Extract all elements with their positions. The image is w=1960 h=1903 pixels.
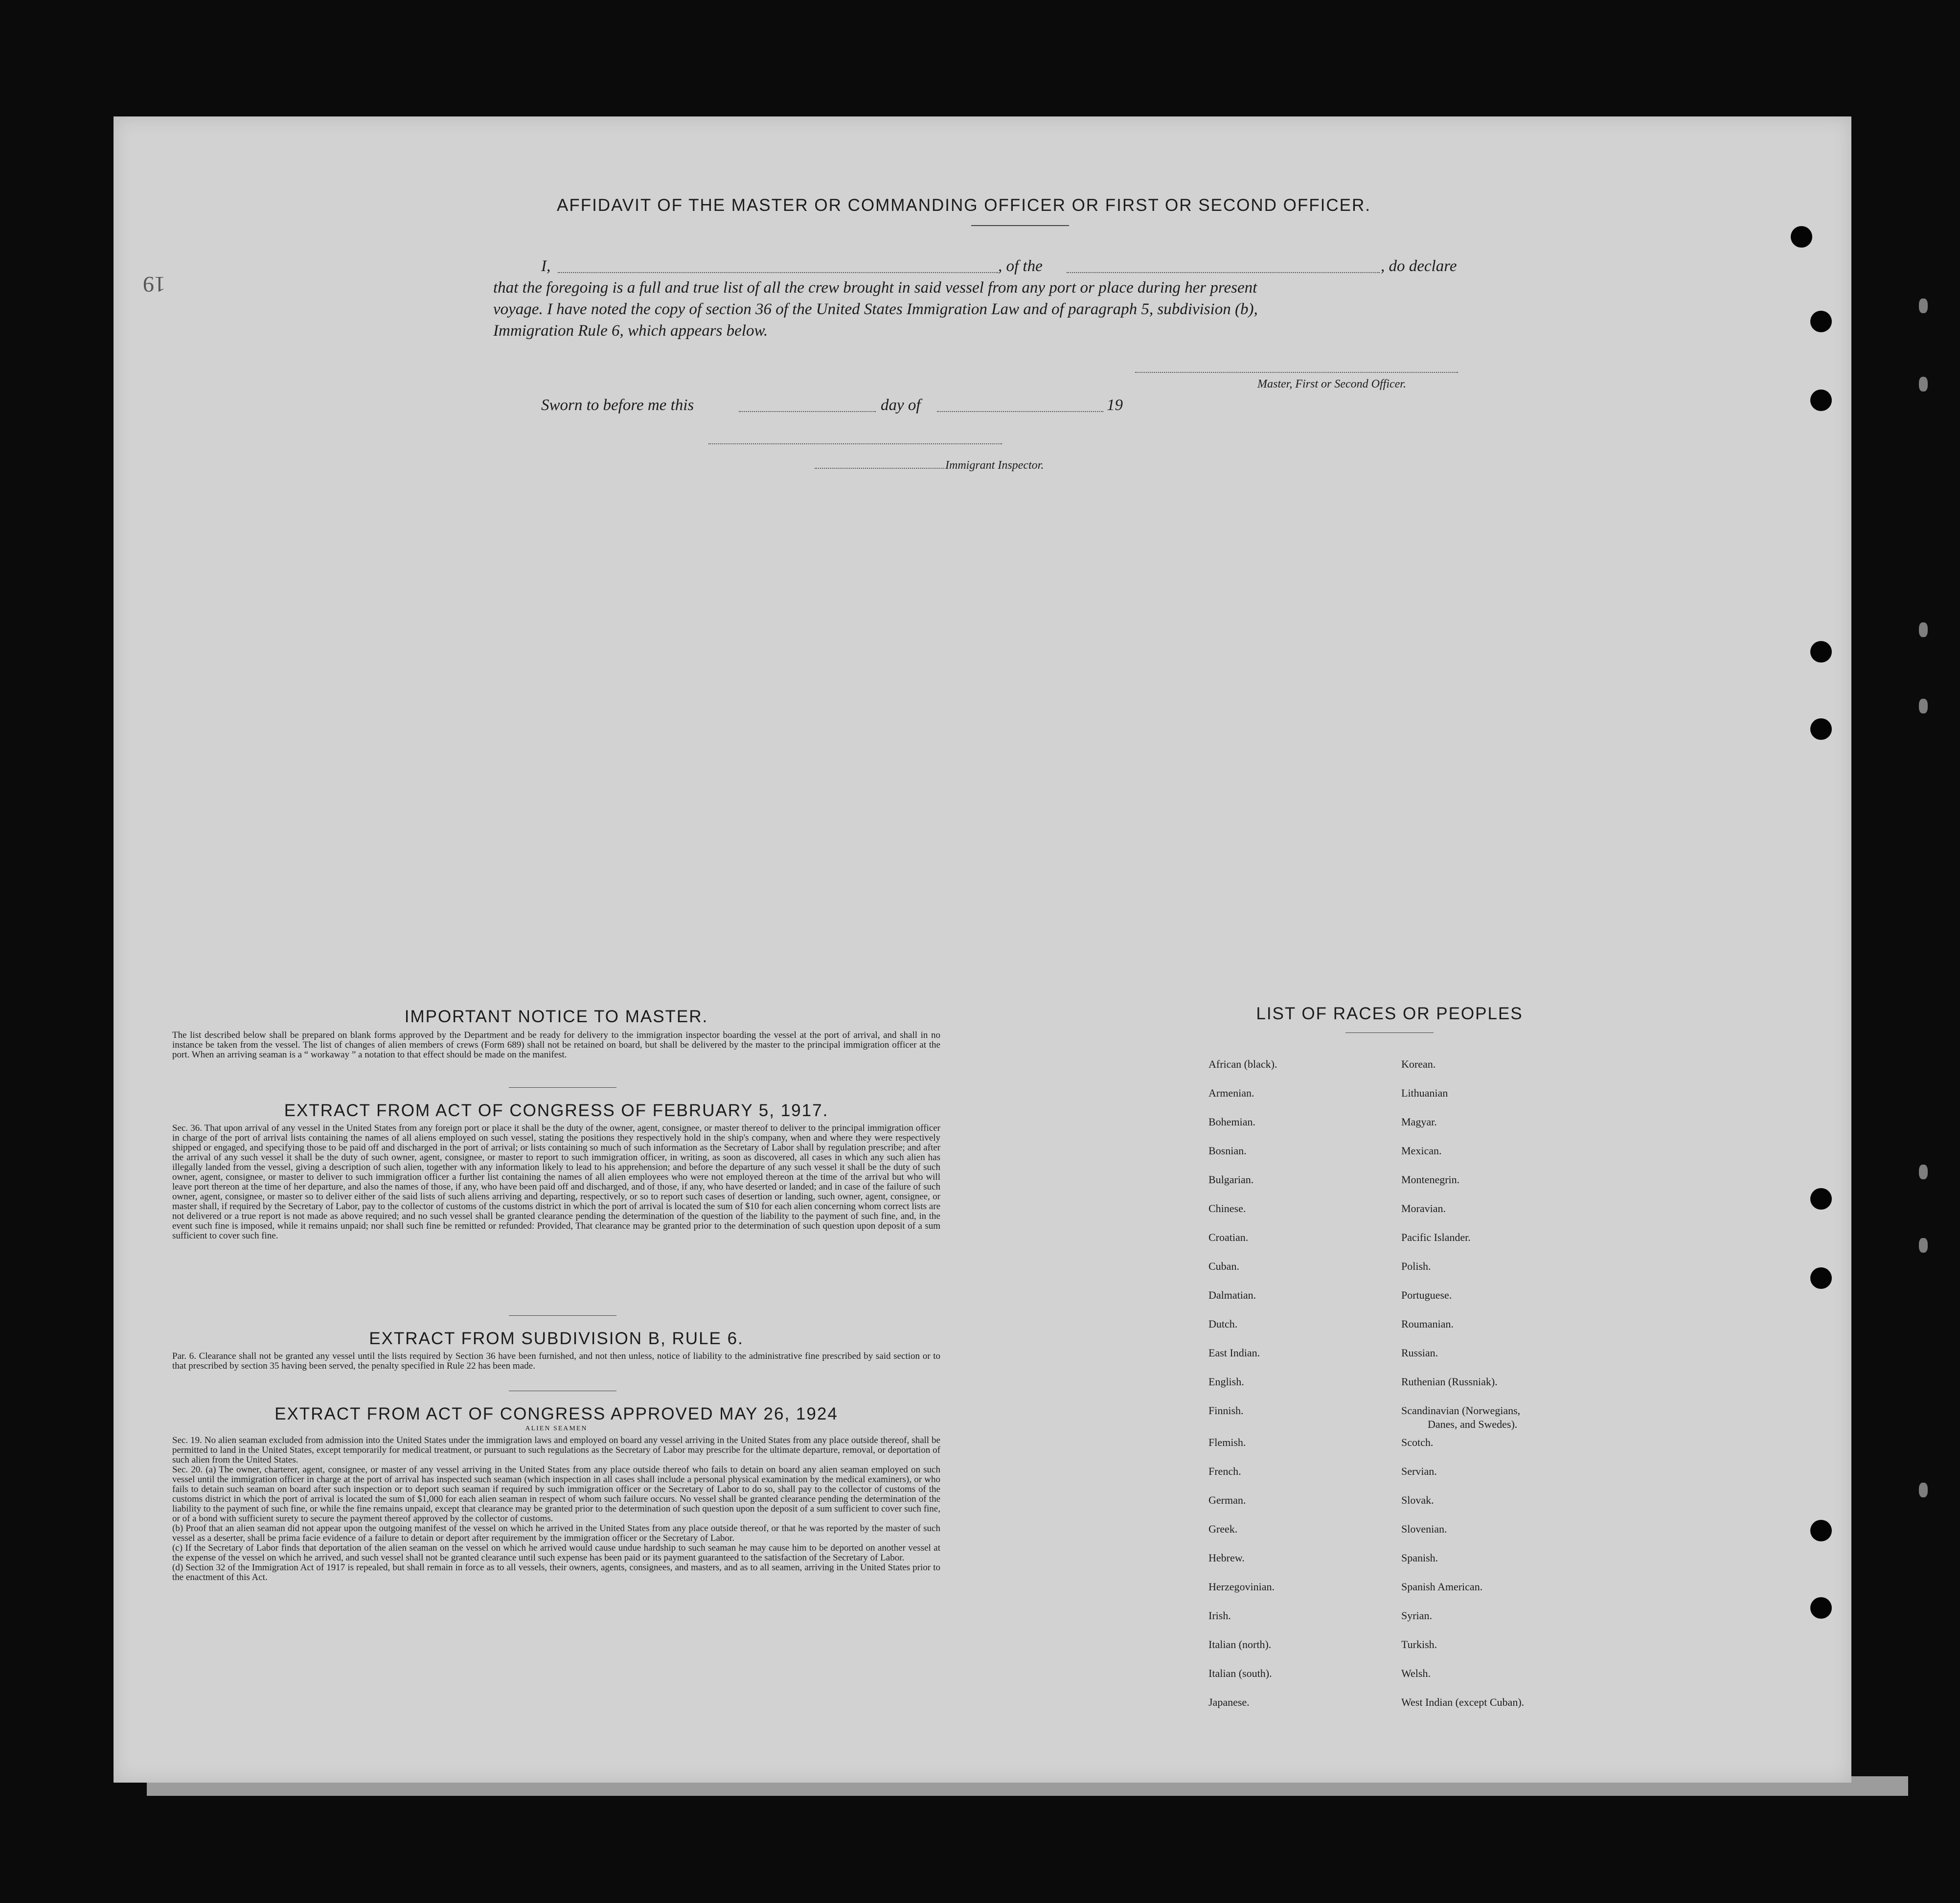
race-item: Bosnian. [1208, 1145, 1247, 1157]
race-item: Scotch. [1401, 1436, 1434, 1448]
affidavit-line-2: that the foregoing is a full and true list of all the crew brought in said vessel from any port or place during her present [493, 279, 1257, 297]
inspector-signature-line[interactable] [708, 443, 1002, 444]
extract-1924-subheading: ALIEN SEAMEN [525, 1425, 588, 1432]
affidavit-line-4: Immigration Rule 6, which appears below. [493, 322, 768, 340]
race-item: Slovenian. [1401, 1523, 1447, 1535]
master-caption: Master, First or Second Officer. [1257, 378, 1406, 390]
extract-1917-heading: EXTRACT FROM ACT OF CONGRESS OF FEBRUARY 5, 1917. [284, 1101, 829, 1120]
race-item: Cuban. [1208, 1260, 1239, 1272]
race-item: Armenian. [1208, 1087, 1254, 1099]
extract-rule6-heading: EXTRACT FROM SUBDIVISION B, RULE 6. [369, 1329, 744, 1348]
race-item: Portuguese. [1401, 1289, 1452, 1301]
race-item: Russian. [1401, 1347, 1438, 1359]
race-item: East Indian. [1208, 1347, 1260, 1359]
races-heading: LIST OF RACES OR PEOPLES [1256, 1004, 1523, 1023]
punch-hole [1810, 311, 1832, 332]
extract-1924-paragraph: Sec. 19. No alien seaman excluded from admission into the United States under the immigration laws and employed on board any vessel arriving in the United States from any place outside thereof, shall be permitted to land in the United States, except temporarily for medical treatment, or pursuant to such regulations as the Secretary of Labor may prescribe for the ultimate departure, removal, or deportation of such alien from the United States. [172, 1435, 940, 1465]
ghost-punch-hole [1919, 377, 1928, 391]
punch-hole [1810, 1188, 1832, 1210]
race-item: Korean. [1401, 1058, 1436, 1070]
race-item: Servian. [1401, 1465, 1437, 1477]
race-item: Chinese. [1208, 1202, 1246, 1215]
race-item: German. [1208, 1494, 1246, 1506]
race-item: Japanese. [1208, 1696, 1250, 1708]
race-item: Roumanian. [1401, 1318, 1454, 1330]
races-heading-underline [1345, 1032, 1434, 1033]
extract-1917-text: Sec. 36. That upon arrival of any vessel in the United States from any foreign port or place it shall be the duty of the owner, agent, consignee, or master thereof to deliver to the principal immigration officer in charge of the port of arrival lists containing the names of all aliens employed on such vessel, stating the positions they respectively hold in the ship's company, when and where they were respectively shipped or engaged, and specifying those to be paid off and discharged in the port of arrival; or lists containing so much of such information as the Secretary of Labor shall by regulation prescribe; and after the arrival of any such vessel it shall be the duty of such owner, agent, consignee, or master to report to such immigration officer, in writing, as soon as discovered, all cases in which any such alien has illegally landed from the vessel, giving a description of such alien, together with any information likely to lead to his apprehension; and before the departure of any such vessel it shall be the duty of such owner, agent, consignee, or master to deliver to such immigration officer a further list containing the names of all alien employees who were not employed thereon at the time of the arrival but who will leave port thereon at the time of her departure, and also the names of those, if any, who have been paid off and discharged, and of those, if any, who have deserted or landed; and in case of the failure of such owner, agent, consignee, or master so to deliver either of the said lists of such aliens arriving and departing, respectively, or so to report such cases of desertion or landing, such owner, agent, consignee, or master shall, if required by the Secretary of Labor, pay to the collector of customs of the customs district in which the port of arrival is located the sum of $10 for each alien concerning whom correct lists are not delivered or a true report is not made as above required; and no such vessel shall be granted clearance pending the determination of the question of the liability to the payment of such fine, and, in the event such fine is imposed, while it remains unpaid; nor shall such fine be remitted or refunded: Provided, That clearance may be granted prior to the determination of such question upon deposit of a sum sufficient to cover such fine. [172, 1123, 940, 1241]
race-item: Mexican. [1401, 1145, 1442, 1157]
race-item: Herzegovinian. [1208, 1581, 1275, 1593]
race-item: Irish. [1208, 1609, 1231, 1622]
heading-underline [971, 225, 1069, 226]
notice-heading: IMPORTANT NOTICE TO MASTER. [404, 1007, 708, 1026]
race-item-continuation: Danes, and Swedes). [1428, 1418, 1518, 1430]
name-field[interactable] [558, 272, 998, 273]
affidavit-line-3: voyage. I have noted the copy of section 36 of the United States Immigration Law and of paragraph 5, subdivision (b), [493, 300, 1258, 318]
race-item: Moravian. [1401, 1202, 1446, 1215]
sworn-month-field[interactable] [937, 411, 1103, 412]
race-item: Polish. [1401, 1260, 1431, 1272]
punch-hole [1810, 1597, 1832, 1619]
master-signature-line[interactable] [1135, 372, 1458, 373]
race-item: Montenegrin. [1401, 1173, 1460, 1186]
punch-hole [1810, 718, 1832, 740]
ghost-punch-hole [1919, 1165, 1928, 1179]
race-item: Bulgarian. [1208, 1173, 1254, 1186]
extract-1924-paragraph: (d) Section 32 of the Immigration Act of 1917 is repealed, but shall remain in force as to all vessels, their owners, agents, consignees, and masters, and as to all seamen, arriving in the United States prior to the enactment of this Act. [172, 1562, 940, 1582]
day-of-label: day of [881, 396, 921, 414]
ghost-punch-hole [1919, 1238, 1928, 1253]
race-item: West Indian (except Cuban). [1401, 1696, 1525, 1708]
extract-1924-paragraph: (c) If the Secretary of Labor finds that deportation of the alien seaman on the vessel on which he arrived would cause undue hardship to such seaman he may cause him to be deported on another vessel at the expense of the vessel on which he arrived, and such vessel shall not be granted clearance until such expense has been paid or its payment guaranteed to the satisfaction of the Secretary of Labor. [172, 1543, 940, 1563]
punch-hole [1810, 641, 1832, 663]
race-item: Italian (north). [1208, 1638, 1272, 1651]
extract-rule6-text: Par. 6. Clearance shall not be granted any vessel until the lists required by Section 36 have been furnished, and not then unless, notice of liability to the administrative fine prescribed by said section or to that prescribed by section 35 having been served, the penalty specified in Rule 22 has been made. [172, 1351, 940, 1371]
section-divider [509, 1087, 616, 1088]
inspector-name-line[interactable] [815, 468, 944, 469]
race-item: Bohemian. [1208, 1116, 1255, 1128]
affidavit-heading: AFFIDAVIT OF THE MASTER OR COMMANDING OFFICER OR FIRST OR SECOND OFFICER. [556, 196, 1371, 215]
race-item: English. [1208, 1376, 1244, 1388]
race-item: French. [1208, 1465, 1241, 1477]
punch-hole [1810, 390, 1832, 411]
ghost-punch-hole [1919, 298, 1928, 313]
race-item: Dutch. [1208, 1318, 1238, 1330]
year-label: 19 [1107, 396, 1123, 414]
affidavit-declare-label: , do declare [1381, 257, 1457, 275]
punch-hole [1810, 1267, 1832, 1289]
ghost-punch-hole [1919, 1483, 1928, 1497]
ghost-punch-hole [1919, 622, 1928, 637]
extract-1924-paragraph: (b) Proof that an alien seaman did not appear upon the outgoing manifest of the vessel on which he arrived in the United States from any place outside thereof, or that he was reported by the master of such vessel as a deserter, shall be prima facie evidence of a failure to detain or deport after requirement by the immigration officer or the Secretary of Labor. [172, 1523, 940, 1543]
punch-hole [1791, 226, 1812, 248]
race-item: Finnish. [1208, 1404, 1244, 1417]
race-item: Dalmatian. [1208, 1289, 1256, 1301]
race-item: Magyar. [1401, 1116, 1437, 1128]
extract-1924-paragraph: Sec. 20. (a) The owner, charterer, agent, consignee, or master of any vessel arriving in the United States from any place outside thereof who fails to detain on board any alien seaman employed on such vessel until the immigration officer in charge at the port of arrival has inspected such seaman (which inspection in all cases shall include a personal physical examination by the medical examiners), or who fails to detain such seaman on board after such inspection or to deport such seaman if required by such immigration officer or the Secretary of Labor to do so, shall pay to the collector of customs of the customs district in which the port of arrival is located the sum of $1,000 for each alien seaman in respect of whom such failure occurs. No vessel shall be granted clearance pending the determination of the liability to the payment of such fine, or while the fine remains unpaid, except that clearance may be granted prior to the determination of such question upon the deposit of a sum sufficient to cover such fine, or of a bond with sufficient surety to secure the payment thereof approved by the collector of customs. [172, 1465, 940, 1524]
race-item: Pacific Islander. [1401, 1231, 1471, 1243]
race-item: Italian (south). [1208, 1667, 1272, 1679]
notice-text: The list described below shall be prepared on blank forms approved by the Department and be ready for delivery to the immigration inspector boarding the vessel at the port of arrival, and shall in no instance be taken from the vessel. The list of changes of alien members of crews (Form 689) shall not be retained on board, but shall be delivered by the master to the principal immigration officer at the port. When an arriving seaman is a “ workaway ” a notation to that effect should be made on the manifest. [172, 1030, 940, 1060]
race-item: Greek. [1208, 1523, 1238, 1535]
race-item: Slovak. [1401, 1494, 1434, 1506]
race-item: Turkish. [1401, 1638, 1437, 1651]
race-item: Syrian. [1401, 1609, 1432, 1622]
race-item: Spanish. [1401, 1552, 1438, 1564]
extract-1924-heading: EXTRACT FROM ACT OF CONGRESS APPROVED MAY 26, 1924 [274, 1404, 838, 1423]
race-item: Welsh. [1401, 1667, 1431, 1679]
race-item: Ruthenian (Russniak). [1401, 1376, 1498, 1388]
sworn-day-field[interactable] [739, 411, 876, 412]
race-item: Hebrew. [1208, 1552, 1245, 1564]
affidavit-of-the-label: , of the [998, 257, 1043, 275]
race-item: Scandinavian (Norwegians, [1401, 1404, 1521, 1417]
race-item: Flemish. [1208, 1436, 1246, 1448]
margin-mark: 19 [143, 272, 165, 297]
extract-1924-body [172, 1436, 940, 1582]
punch-hole [1810, 1520, 1832, 1541]
vessel-field[interactable] [1067, 272, 1380, 273]
ghost-punch-hole [1919, 699, 1928, 713]
sworn-label: Sworn to before me this [541, 396, 694, 414]
section-divider [509, 1315, 616, 1316]
affidavit-i-label: I, [541, 257, 551, 275]
race-item: Spanish American. [1401, 1581, 1483, 1593]
race-item: African (black). [1208, 1058, 1277, 1070]
race-item: Croatian. [1208, 1231, 1249, 1243]
race-item: Lithuanian [1401, 1087, 1448, 1099]
inspector-caption: Immigrant Inspector. [945, 459, 1044, 472]
